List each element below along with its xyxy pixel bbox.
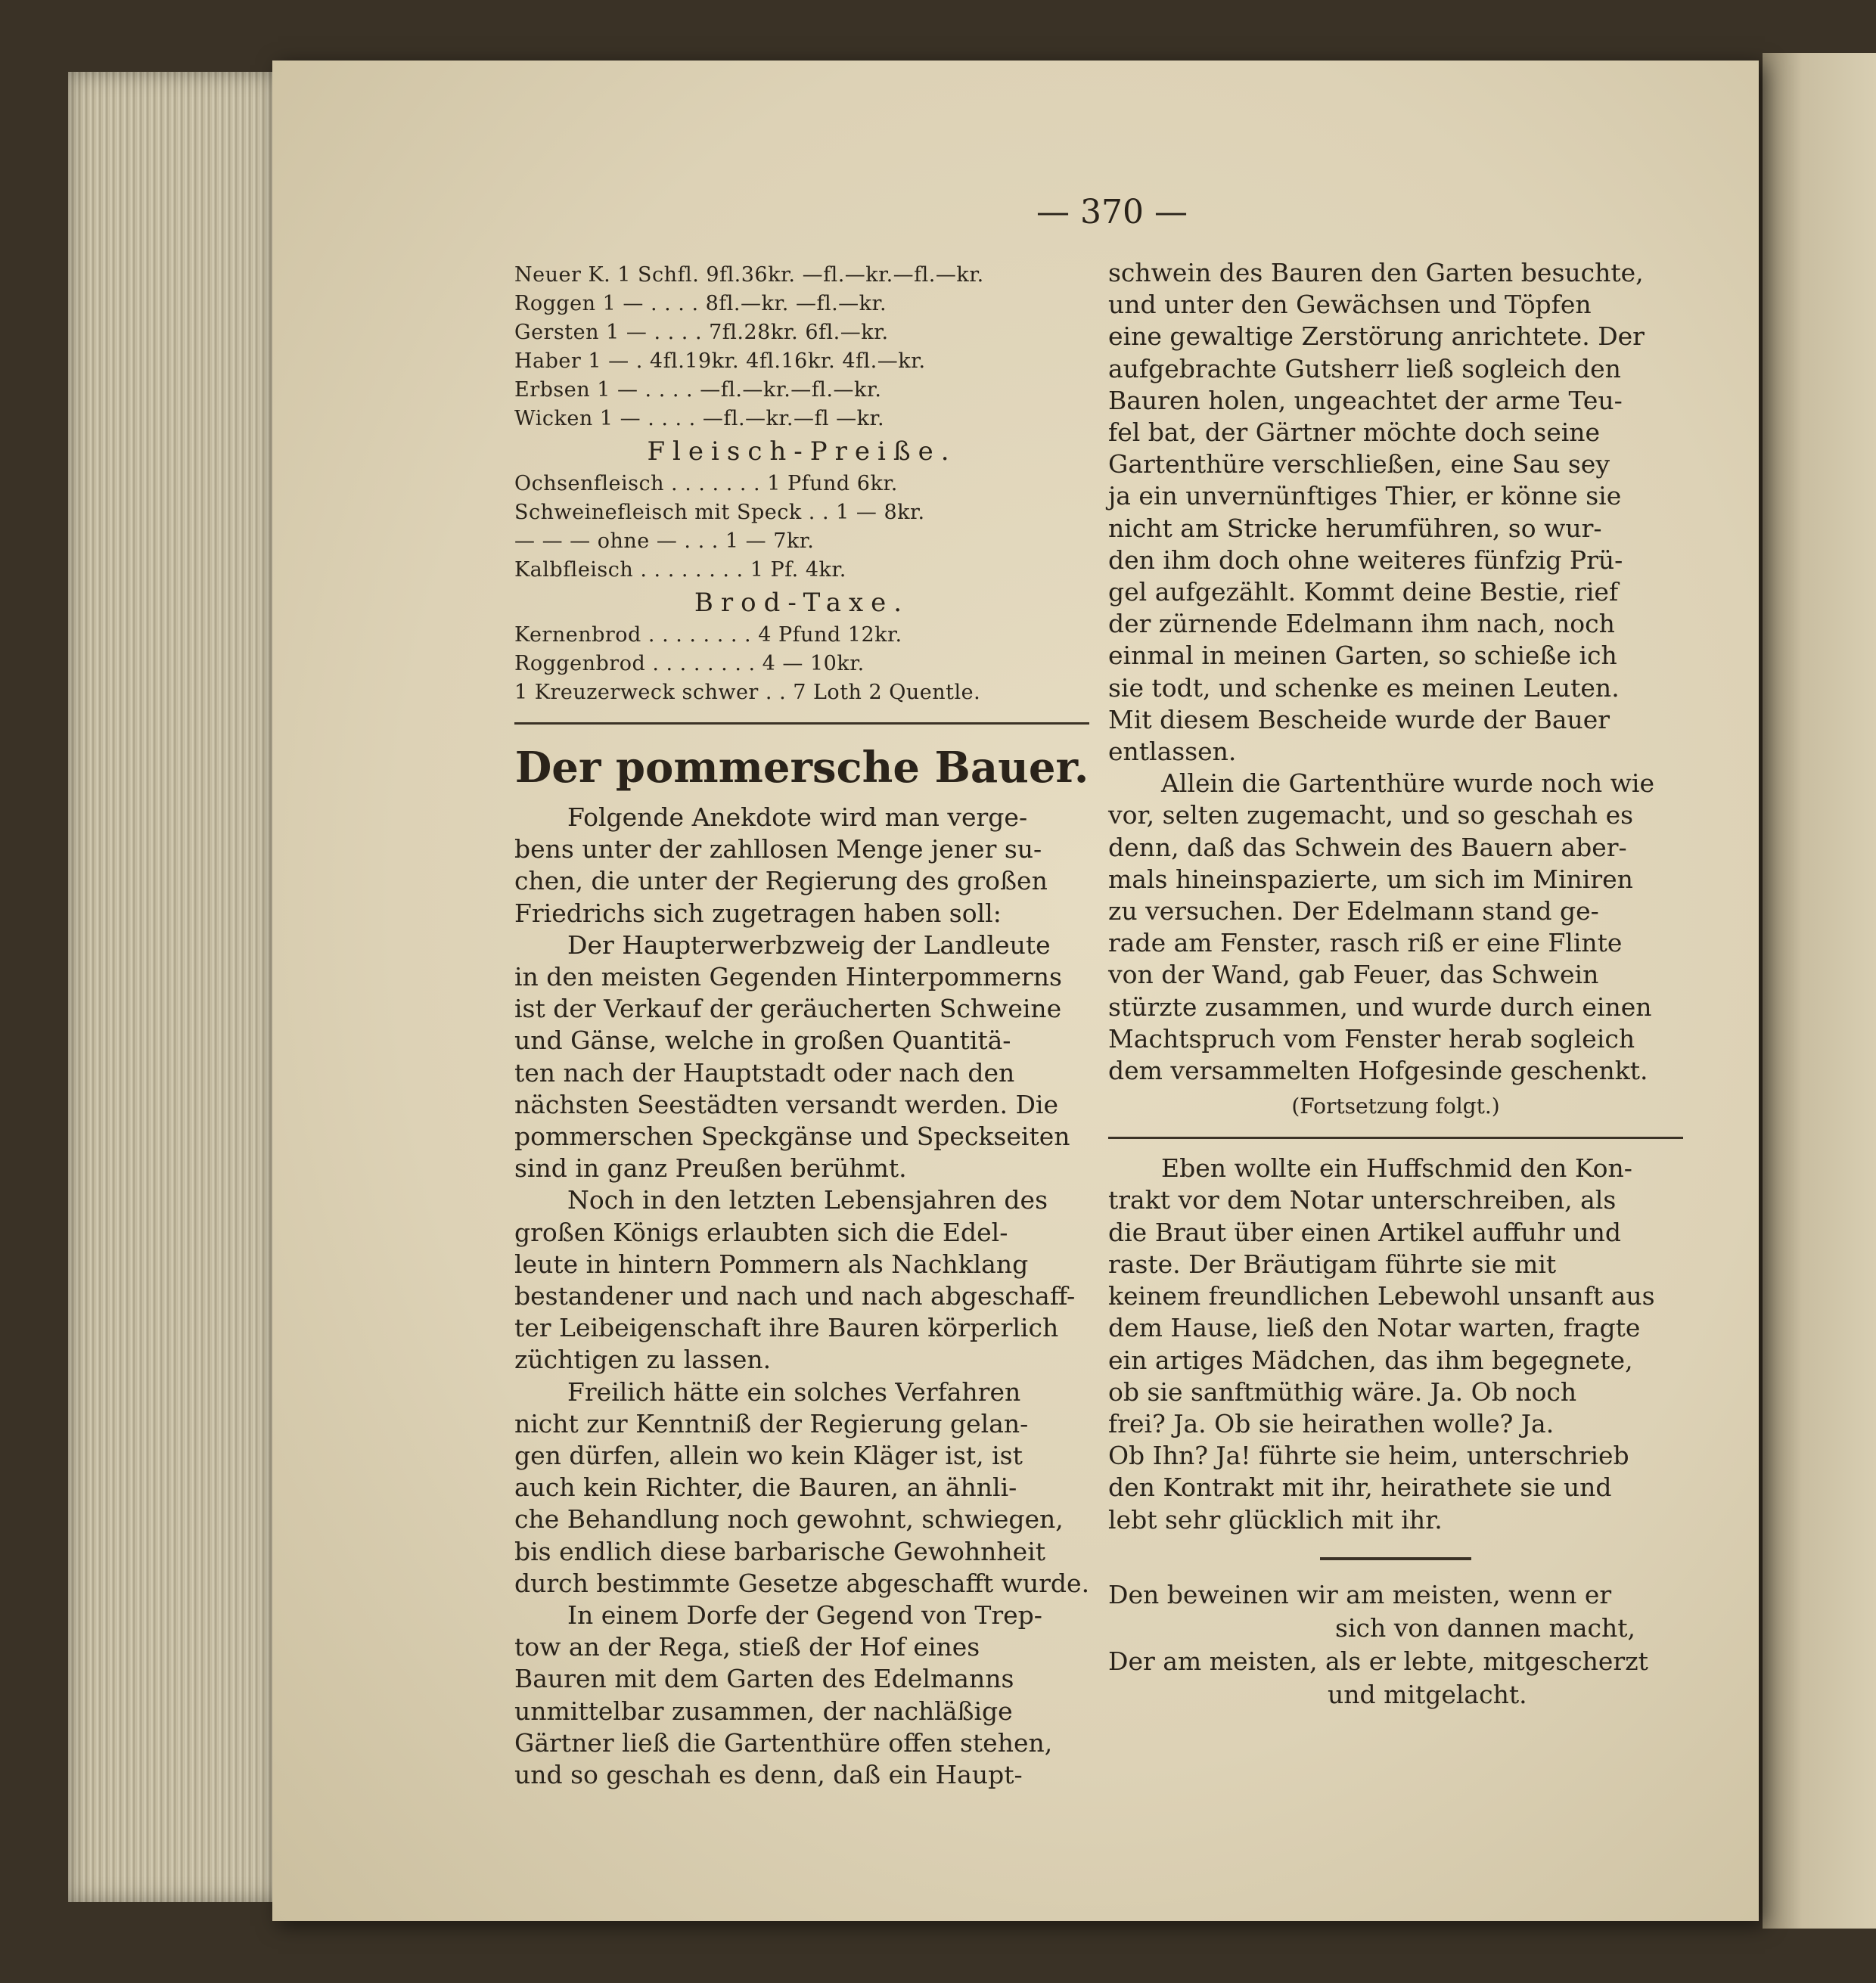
table-row: 1 Kreuzerweck schwer . . 7 Loth 2 Quentle.: [514, 681, 981, 704]
bread-price-table: [514, 621, 1089, 707]
anecdote-paragraph: [1108, 1153, 1683, 1535]
text-line: Friedrichs sich zugetragen haben soll:: [514, 898, 1002, 928]
table-row: Erbsen 1 — . . . . —fl.—kr.—fl.—kr.: [514, 378, 882, 402]
text-line: in den meisten Gegenden Hinterpommerns: [514, 962, 1062, 992]
text-line: auch kein Richter, die Bauren, an ähnli-: [514, 1473, 1017, 1503]
text-line: den Kontrakt mit ihr, heirathete sie und: [1108, 1473, 1612, 1503]
text-line: ein artiges Mädchen, das ihm begegnete,: [1108, 1345, 1633, 1375]
text-line: nicht am Stricke herumführen, so wur-: [1108, 513, 1602, 543]
text-line: frei? Ja. Ob sie heirathen wolle? Ja.: [1108, 1408, 1555, 1438]
text-line: bens unter der zahllosen Menge jener su-: [514, 834, 1042, 864]
text-line: unmittelbar zusammen, der nachläßige: [514, 1696, 1013, 1726]
text-line: der zürnende Edelmann ihm nach, noch: [1108, 609, 1615, 639]
text-line: mals hineinspazierte, um sich im Miniren: [1108, 864, 1633, 894]
text-line: den ihm doch ohne weiteres fünfzig Prü-: [1108, 545, 1623, 575]
verse-line: sich von dannen macht,: [1335, 1612, 1635, 1643]
table-row: Roggenbrod . . . . . . . . 4 — 10kr.: [514, 652, 865, 675]
grain-price-table: [514, 261, 1089, 433]
paragraph: [514, 1600, 1089, 1791]
table-row: — — — ohne — . . . 1 — 7kr.: [514, 529, 815, 553]
text-line: eine gewaltige Zerstörung anrichtete. Der: [1108, 321, 1645, 352]
text-line: bis endlich diese barbarische Gewohnheit: [514, 1536, 1046, 1566]
text-line: tow an der Rega, stieß der Hof eines: [514, 1632, 980, 1662]
divider-rule: [514, 722, 1089, 725]
text-line: Eben wollte ein Huffschmid den Kon-: [1161, 1153, 1632, 1184]
table-row: Neuer K. 1 Schfl. 9fl.36kr. —fl.—kr.—fl.—kr.: [514, 263, 984, 287]
text-line: dem versammelten Hofgesinde geschenkt.: [1108, 1056, 1648, 1086]
text-line: bestandener und nach und nach abgeschaff-: [514, 1281, 1076, 1311]
text-line: chen, die unter der Regierung des großen: [514, 866, 1048, 896]
text-line: zu versuchen. Der Edelmann stand ge-: [1108, 896, 1599, 926]
text-line: Freilich hätte ein solches Verfahren: [567, 1376, 1021, 1407]
short-divider: [1320, 1557, 1471, 1560]
text-line: denn, daß das Schwein des Bauern aber-: [1108, 832, 1627, 862]
text-line: und unter den Gewächsen und Töpfen: [1108, 290, 1592, 320]
text-line: Der Haupterwerbzweig der Landleute: [567, 929, 1051, 960]
text-line: nicht zur Kenntniß der Regierung gelan-: [514, 1408, 1029, 1438]
text-line: ter Leibeigenschaft ihre Bauren körperlich: [514, 1313, 1059, 1343]
paragraph: [1108, 768, 1683, 1087]
text-line: aufgebrachte Gutsherr ließ sogleich den: [1108, 353, 1621, 383]
text-line: durch bestimmte Gesetze abgeschafft wurde.: [514, 1568, 1090, 1598]
text-line: dem Hause, ließ den Notar warten, fragte: [1108, 1313, 1641, 1343]
right-column: [1108, 257, 1683, 1711]
continued-note: (Fortsetzung folgt.): [1291, 1094, 1500, 1119]
text-line: leute in hintern Pommern als Nachklang: [514, 1249, 1029, 1279]
meat-price-table: [514, 470, 1089, 585]
text-line: stürzte zusammen, und wurde durch einen: [1108, 991, 1652, 1022]
text-line: von der Wand, gab Feuer, das Schwein: [1108, 960, 1599, 990]
text-line: raste. Der Bräutigam führte sie mit: [1108, 1249, 1557, 1279]
text-line: und so geschah es denn, daß ein Haupt-: [514, 1760, 1023, 1790]
text-line: sind in ganz Preußen berühmt.: [514, 1153, 907, 1184]
text-line: Bauren mit dem Garten des Edelmanns: [514, 1664, 1014, 1694]
text-line: Gartenthüre verschließen, eine Sau sey: [1108, 449, 1610, 479]
text-line: Bauren holen, ungeachtet der arme Teu-: [1108, 385, 1623, 415]
paragraph: [514, 802, 1089, 929]
verse-line: und mitgelacht.: [1328, 1679, 1527, 1709]
text-line: ja ein unvernünftiges Thier, er könne sie: [1108, 481, 1622, 511]
bread-tax-heading: Brod-Taxe.: [694, 588, 910, 618]
text-line: einmal in meinen Garten, so schieße ich: [1108, 641, 1617, 671]
paragraph: [1108, 1153, 1683, 1535]
text-line: In einem Dorfe der Gegend von Trep-: [567, 1600, 1042, 1631]
text-line: ten nach der Hauptstadt oder nach den: [514, 1057, 1015, 1088]
text-line: Noch in den letzten Lebensjahren des: [567, 1185, 1048, 1215]
text-line: Machtspruch vom Fenster herab sogleich: [1108, 1023, 1635, 1054]
text-line: Folgende Anekdote wird man verge-: [567, 802, 1028, 832]
paragraph: [514, 1376, 1089, 1600]
text-line: und Gänse, welche in großen Quantitä-: [514, 1026, 1011, 1056]
table-row: Kalbfleisch . . . . . . . . 1 Pf. 4kr.: [514, 558, 846, 582]
text-line: che Behandlung noch gewohnt, schwiegen,: [514, 1504, 1064, 1535]
divider-rule: [1108, 1137, 1683, 1139]
text-line: ist der Verkauf der geräucherten Schweine: [514, 994, 1062, 1024]
meat-prices-heading: Fleisch-Preiße.: [647, 436, 957, 467]
text-line: schwein des Bauren den Garten besuchte,: [1108, 258, 1644, 287]
text-line: ob sie sanftmüthig wäre. Ja. Ob noch: [1108, 1376, 1577, 1407]
paragraph: [1108, 257, 1683, 768]
text-line: die Braut über einen Artikel auffuhr und: [1108, 1217, 1621, 1247]
paragraph: [514, 929, 1089, 1185]
table-row: Gersten 1 — . . . . 7fl.28kr. 6fl.—kr.: [514, 321, 889, 344]
page-edge-stack: [68, 72, 287, 1902]
article-continuation: [1108, 257, 1683, 1087]
text-line: Ob Ihn? Ja! führte sie heim, unterschrieb: [1108, 1441, 1629, 1471]
text-line: rade am Fenster, rasch riß er eine Flinte: [1108, 928, 1623, 958]
left-column: [514, 261, 1089, 1791]
text-line: gen dürfen, allein wo kein Kläger ist, ist: [514, 1441, 1023, 1471]
text-line: gel aufgezählt. Kommt deine Bestie, rief: [1108, 577, 1619, 607]
text-line: fel bat, der Gärtner möchte doch seine: [1108, 417, 1601, 448]
article-title: Der pommersche Bauer.: [514, 743, 1089, 793]
text-line: großen Königs erlaubten sich die Edel-: [514, 1217, 1008, 1247]
table-row: Wicken 1 — . . . . —fl.—kr.—fl —kr.: [514, 407, 885, 430]
table-row: Haber 1 — . 4fl.19kr. 4fl.16kr. 4fl.—kr.: [514, 349, 926, 373]
table-row: Roggen 1 — . . . . 8fl.—kr. —fl.—kr.: [514, 292, 887, 315]
text-line: sie todt, und schenke es meinen Leuten.: [1108, 672, 1620, 703]
table-row: Schweinefleisch mit Speck . . 1 — 8kr.: [514, 501, 925, 524]
verse-block: [1108, 1578, 1683, 1711]
text-line: entlassen.: [1108, 737, 1237, 767]
text-line: pommerschen Speckgänse und Speckseiten: [514, 1122, 1070, 1152]
table-row: Ochsenfleisch . . . . . . . 1 Pfund 6kr.: [514, 472, 898, 495]
text-line: keinem freundlichen Lebewohl unsanft aus: [1108, 1281, 1655, 1311]
paragraph: [514, 1184, 1089, 1376]
text-line: vor, selten zugemacht, und so geschah es: [1108, 800, 1634, 830]
text-line: züchtigen zu lassen.: [514, 1345, 772, 1375]
table-row: Kernenbrod . . . . . . . . 4 Pfund 12kr.: [514, 623, 902, 647]
verse-line: Der am meisten, als er lebte, mitgescherzt: [1108, 1646, 1648, 1676]
verse-line: Den beweinen wir am meisten, wenn er: [1108, 1579, 1612, 1609]
text-line: nächsten Seestädten versandt werden. Die: [514, 1089, 1058, 1119]
article-body: [514, 802, 1089, 1791]
facing-page-edge: [1763, 53, 1876, 1929]
text-line: lebt sehr glücklich mit ihr.: [1108, 1504, 1443, 1535]
text-line: Mit diesem Bescheide wurde der Bauer: [1108, 704, 1610, 734]
page-number: — 370 —: [1036, 193, 1188, 231]
text-line: Gärtner ließ die Gartenthüre offen stehen,: [514, 1727, 1053, 1758]
text-line: Allein die Gartenthüre wurde noch wie: [1161, 768, 1654, 799]
text-line: trakt vor dem Notar unterschreiben, als: [1108, 1185, 1617, 1215]
